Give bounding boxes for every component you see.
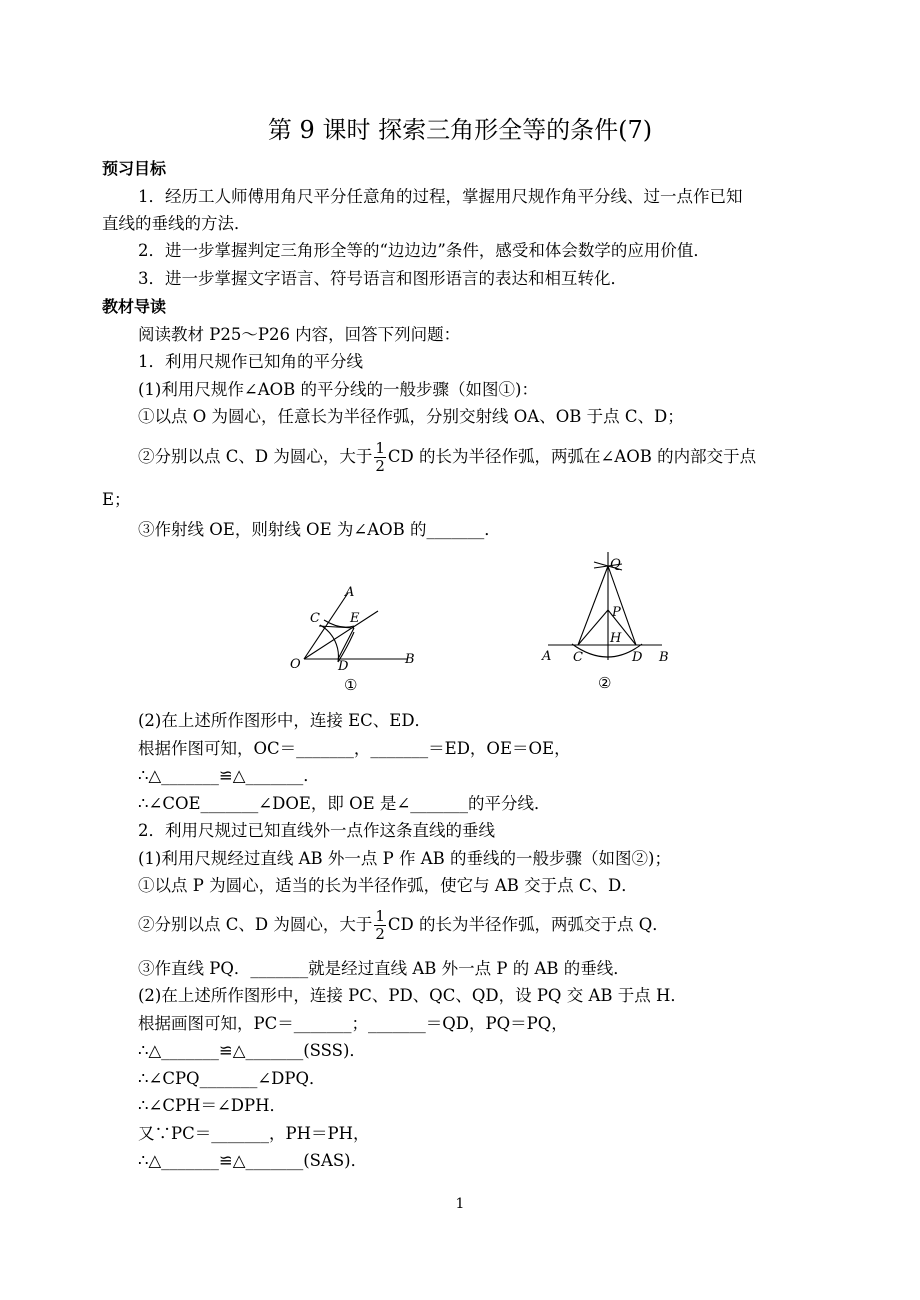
fraction-num-2: 1 [375, 907, 385, 925]
q2-part1: (1)利用尺规经过直线 AB 外一点 P 作 AB 的垂线的一般步骤（如图②)； [138, 849, 671, 868]
page-number: 1 [455, 1196, 465, 1212]
q1-step1: ①以点 O 为圆心，任意长为半径作弧，分别交射线 OA、OB 于点 C、D； [138, 407, 684, 426]
q1-step3: ③作射线 OE，则射线 OE 为∠AOB 的_______． [138, 520, 501, 539]
figure-1 [282, 578, 422, 698]
q2-part2f: ∴△_______≌△_______(SAS)． [138, 1151, 368, 1170]
fig1-caption: ① [344, 676, 358, 694]
q2-step3: ③作直线 PQ．_______就是经过直线 AB 外一点 P 的 AB 的垂线． [138, 959, 630, 978]
q2-step1: ①以点 P 为圆心，适当的长为半径作弧，使它与 AB 交于点 C、D． [138, 876, 638, 895]
q1-part2c: ∴∠COE_______∠DOE，即 OE 是∠_______的平分线． [138, 794, 551, 813]
fig2-caption: ② [598, 674, 612, 692]
fig1-label-d: D [338, 659, 349, 674]
fig2-label-a: A [542, 649, 552, 664]
fig1-label-b: B [405, 652, 415, 667]
q1-step2-pre: ②分别以点 C、D 为圆心，大于 [138, 447, 373, 466]
fraction-den: 2 [375, 457, 385, 475]
q1-step2-post: CD 的长为半径作弧，两弧在∠AOB 的内部交于点 [387, 447, 757, 466]
q2-step2-post: CD 的长为半径作弧，两弧交于点 Q． [387, 915, 669, 934]
fraction-half [374, 440, 386, 475]
goal-3: 3．进一步掌握文字语言、符号语言和图形语言的表达和相互转化． [138, 269, 627, 288]
fig2-label-b: B [659, 650, 669, 665]
fig1-label-o: O [290, 657, 301, 672]
q2-part2: (2)在上述所作图形中，连接 PC、PD、QC、QD，设 PQ 交 AB 于点 H． [138, 986, 687, 1005]
q1-title: 1．利用尺规作已知角的平分线 [138, 352, 363, 371]
segment-de [338, 628, 354, 659]
fig1-label-a: A [345, 585, 355, 600]
q1-part1: (1)利用尺规作∠AOB 的平分线的一般步骤（如图①)： [138, 380, 538, 399]
q2-part2e: 又∵PC＝_______，PH＝PH， [138, 1124, 370, 1143]
q2-part2c: ∴∠CPQ_______∠DPQ． [138, 1069, 326, 1088]
q2-title: 2．利用尺规过已知直线外一点作这条直线的垂线 [138, 821, 495, 840]
fraction-half-2 [374, 908, 386, 943]
goal-2: 2．进一步掌握判定三角形全等的“边边边”条件，感受和体会数学的应用价值． [138, 241, 710, 260]
fig2-label-p: P [612, 605, 621, 620]
read-instruction: 阅读教材 P25～P26 内容，回答下列问题： [138, 325, 461, 344]
segment-pc [578, 610, 608, 645]
q2-part2b: ∴△_______≌△_______(SSS)． [138, 1041, 366, 1060]
fig2-label-q: Q [610, 557, 621, 572]
guide-heading: 教材导读 [102, 297, 167, 316]
goal-1a: 1．经历工人师傅用角尺平分任意角的过程，掌握用尺规作角平分线、过一点作已知 [138, 187, 743, 206]
q2-step2 [138, 905, 669, 945]
q1-part2a: 根据作图可知，OC＝_______，_______＝ED，OE＝OE， [138, 739, 571, 758]
fig2-label-d: D [632, 650, 643, 665]
fig2-label-c: C [573, 650, 583, 665]
page-title: 第 9 课时 探索三角形全等的条件(7) [267, 116, 653, 144]
goal-1b: 直线的垂线的方法． [102, 214, 251, 233]
arc-d [338, 632, 354, 662]
q1-part2b: ∴△_______≌△_______． [138, 766, 320, 785]
fraction-den-2: 2 [375, 925, 385, 943]
fig1-label-c: C [310, 611, 320, 626]
fig1-label-e: E [350, 611, 360, 626]
q2-part2a: 根据画图可知，PC＝_______；_______＝QD，PQ＝PQ， [138, 1014, 568, 1033]
figure-2 [538, 548, 678, 698]
segment-qc [578, 566, 608, 645]
q2-step2-pre: ②分别以点 C、D 为圆心，大于 [138, 915, 373, 934]
fraction-num: 1 [375, 439, 385, 457]
q1-part2: (2)在上述所作图形中，连接 EC、ED． [138, 711, 432, 730]
preview-heading: 预习目标 [102, 159, 167, 178]
fig2-label-h: H [610, 631, 622, 646]
q2-part2d: ∴∠CPH＝∠DPH． [138, 1096, 286, 1115]
q1-step2 [138, 437, 756, 477]
q1-step2-tail: E； [102, 490, 131, 509]
